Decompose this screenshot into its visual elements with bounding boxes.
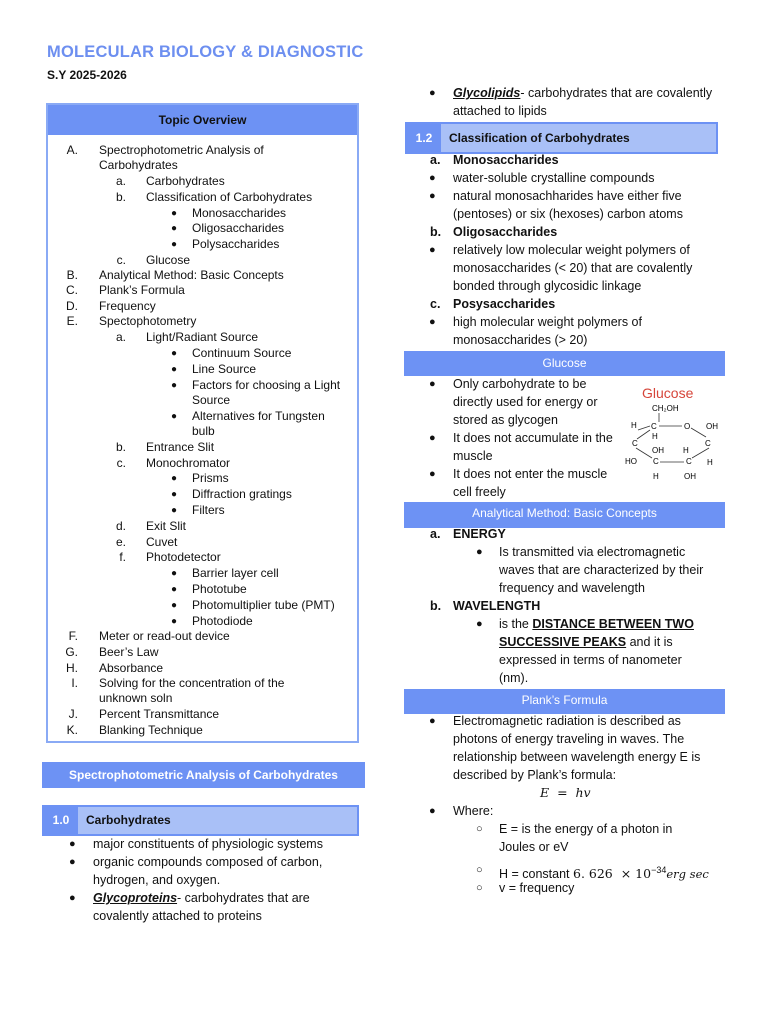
term-glycolipids: Glycolipids — [453, 86, 521, 100]
glucose-atom: HO — [625, 457, 637, 466]
toc-marker: D. — [66, 299, 78, 313]
band-glucose: Glucose — [404, 351, 725, 376]
bullet-icon: ● — [170, 584, 178, 595]
term-glycoproteins: Glycoproteins — [93, 891, 178, 905]
topic-overview — [46, 103, 359, 743]
toc-marker: f. — [119, 550, 126, 564]
body-text — [453, 84, 712, 102]
toc-item: Phototube — [192, 582, 247, 596]
list-marker: a. — [430, 527, 441, 541]
toc-item: Blanking Technique — [99, 723, 203, 737]
subheading: WAVELENGTH — [453, 599, 541, 613]
emphasis-text: SUCCESSIVE PEAKS — [499, 635, 627, 649]
bullet-icon: ● — [170, 223, 178, 234]
body-text: (nm). — [499, 671, 529, 685]
body-text: relatively low molecular weight polymers of — [453, 243, 690, 257]
toc-marker: e. — [115, 535, 126, 549]
subheading: ENERGY — [453, 527, 506, 541]
bullet-icon: ● — [170, 239, 178, 250]
toc-item: Spectrophotometric Analysis of — [99, 143, 264, 157]
bullet-icon: ● — [170, 380, 178, 391]
toc-item: Photodetector — [146, 550, 221, 564]
glucose-atom: OH — [706, 422, 718, 431]
body-text: major constituents of physiologic systems — [93, 837, 323, 851]
glucose-atom: OH — [684, 472, 696, 481]
body-text: organic compounds composed of carbon, — [93, 855, 323, 869]
glucose-atom: C — [705, 439, 711, 448]
bullet-icon: ● — [429, 190, 436, 202]
planck-formula: E = hv — [540, 785, 591, 800]
glucose-structure-diagram — [622, 382, 726, 486]
toc-item: Beer’s Law — [99, 645, 159, 659]
bullet-icon: ● — [170, 505, 178, 516]
body-text: It does not enter the muscle — [453, 467, 608, 481]
subheading: Monosaccharides — [453, 153, 559, 167]
subheading: Posysaccharides — [453, 297, 556, 311]
section-head-classification — [405, 122, 718, 154]
bullet-icon: ● — [170, 411, 178, 422]
bullet-icon: ● — [429, 87, 436, 99]
constant-unit: erg sec — [666, 867, 709, 882]
bullet-icon: ● — [170, 364, 178, 375]
school-year: S.Y 2025-2026 — [47, 68, 127, 82]
bullet-icon: ● — [69, 856, 76, 868]
body-text — [499, 633, 673, 651]
body-text: waves that are characterized by their — [499, 563, 704, 577]
bullet-icon: ● — [429, 316, 436, 328]
toc-item: Monochromator — [146, 456, 231, 470]
bullet-icon: ● — [170, 348, 178, 359]
toc-marker: a. — [115, 174, 126, 188]
toc-item: Filters — [192, 503, 225, 517]
toc-marker: J. — [68, 707, 78, 721]
body-text: covalently attached to proteins — [93, 909, 262, 923]
bullet-icon: ● — [429, 805, 436, 817]
toc-item: Meter or read-out device — [99, 629, 230, 643]
glucose-atom: H — [652, 432, 658, 441]
body-text: E = is the energy of a photon in — [499, 822, 673, 836]
body-text: directly used for energy or — [453, 395, 598, 409]
toc-marker: c. — [116, 253, 126, 267]
body-text: relationship between wavelength energy E is — [453, 750, 701, 764]
toc-item: Prisms — [192, 471, 229, 485]
body-text: Electromagnetic radiation is described as — [453, 714, 681, 728]
list-marker: b. — [430, 225, 442, 239]
toc-marker: a. — [115, 330, 126, 344]
body-text: - carbohydrates that are — [177, 891, 310, 905]
glucose-atom: O — [684, 422, 691, 431]
toc-marker: K. — [66, 723, 78, 737]
toc-item: Alternatives for Tungsten — [192, 409, 325, 423]
toc-item: Exit Slit — [146, 519, 187, 533]
glucose-atom: H — [631, 421, 637, 430]
toc-item: Plank’s Formula — [99, 283, 185, 297]
glucose-atom: OH — [652, 446, 664, 455]
toc-item: Oligosaccharides — [192, 221, 285, 235]
list-marker: c. — [430, 297, 441, 311]
toc-item: Absorbance — [99, 661, 164, 675]
body-text: photons of energy traveling in waves. The — [453, 732, 685, 746]
toc-item: Entrance Slit — [146, 440, 215, 454]
body-text: stored as glycogen — [453, 413, 558, 427]
toc-item: Analytical Method: Basic Concepts — [99, 268, 284, 282]
glucose-atom: H — [683, 446, 689, 455]
toc-marker: H. — [66, 661, 78, 675]
glucose-atom: C — [653, 457, 659, 466]
bullet-icon: ● — [429, 244, 436, 256]
body-text: muscle — [453, 449, 493, 463]
bullet-icon: ● — [429, 715, 436, 727]
body-text: v = frequency — [499, 881, 575, 895]
body-text: natural monosachharides have either five — [453, 189, 682, 203]
circle-bullet-icon: ○ — [476, 882, 483, 894]
toc-marker: b. — [115, 440, 126, 454]
section-band-spectro-carbs: Spectrophotometric Analysis of Carbohydrates — [42, 762, 365, 788]
glucose-atom: C — [632, 439, 638, 448]
toc-item: Line Source — [192, 362, 257, 376]
toc-item: Continuum Source — [192, 346, 292, 360]
glucose-figure-title: Glucose — [642, 385, 694, 401]
bullet-icon: ● — [170, 489, 178, 500]
bullet-icon: ● — [170, 473, 178, 484]
body-text: Joules or eV — [499, 840, 569, 854]
bullet-icon: ● — [429, 172, 436, 184]
body-text: monosaccharides (< 20) that are covalently — [453, 261, 693, 275]
list-marker: b. — [430, 599, 442, 613]
toc-marker: b. — [115, 190, 126, 204]
toc-item: bulb — [192, 424, 215, 438]
toc-item: Carbohydrates — [146, 174, 225, 188]
body-text: H = constant — [499, 867, 573, 882]
toc-item: Source — [192, 393, 231, 407]
constant-exponent: −34 — [651, 865, 667, 875]
section-label: Carbohydrates — [86, 813, 171, 827]
toc-item: Monosaccharides — [192, 206, 287, 220]
body-text: frequency and wavelength — [499, 581, 645, 595]
bullet-icon: ● — [429, 468, 436, 480]
bullet-icon: ● — [476, 546, 483, 558]
page-title: MOLECULAR BIOLOGY & DIAGNOSTIC — [47, 43, 364, 61]
toc-item: Carbohydrates — [99, 158, 178, 172]
bullet-icon: ● — [69, 838, 76, 850]
glucose-atom: H — [653, 472, 659, 481]
toc-item: Photodiode — [192, 614, 253, 628]
body-text: - carbohydrates that are covalently — [520, 86, 713, 100]
toc-item: unknown soln — [99, 691, 173, 705]
constant-value: 6. 626 × 10 — [573, 866, 652, 882]
bullet-icon: ● — [170, 568, 178, 579]
toc-marker: A. — [66, 143, 78, 157]
bullet-icon: ● — [170, 600, 178, 611]
glucose-atom: CH₂OH — [652, 404, 679, 413]
list-marker: a. — [430, 153, 441, 167]
body-text: monosaccharides (> 20) — [453, 333, 588, 347]
section-label: Classification of Carbohydrates — [449, 131, 630, 145]
subheading: Oligosaccharides — [453, 225, 558, 239]
toc-item: Factors for choosing a Light — [192, 378, 341, 392]
glucose-atom: H — [707, 458, 713, 467]
body-text: (pentoses) or six (hexoses) carbon atoms — [453, 207, 683, 221]
section-number: 1.2 — [407, 124, 441, 152]
toc-item: Cuvet — [146, 535, 178, 549]
toc-marker: F. — [68, 629, 78, 643]
bullet-icon: ● — [429, 378, 436, 390]
topic-overview-title: Topic Overview — [48, 105, 357, 135]
body-text — [499, 615, 694, 633]
toc-item: Photomultiplier tube (PMT) — [192, 598, 335, 612]
bullet-icon: ● — [69, 892, 76, 904]
section-head-carbohydrates — [42, 805, 359, 836]
section-number: 1.0 — [44, 807, 78, 834]
toc-marker: B. — [66, 268, 78, 282]
body-text: water-soluble crystalline compounds — [453, 171, 655, 185]
toc-item: Barrier layer cell — [192, 566, 279, 580]
emphasis-text: DISTANCE BETWEEN TWO — [532, 617, 694, 631]
body-text: and it is — [626, 635, 673, 649]
band-analytical-method: Analytical Method: Basic Concepts — [404, 502, 725, 528]
toc-item: Frequency — [99, 299, 156, 313]
body-text — [93, 889, 310, 907]
toc-marker: C. — [66, 283, 78, 297]
body-text: described by Plank’s formula: — [453, 768, 617, 782]
body-text: bonded through glycosidic linkage — [453, 279, 642, 293]
band-planks-formula: Plank’s Formula — [404, 689, 725, 714]
toc-marker: d. — [115, 519, 126, 533]
body-text: cell freely — [453, 485, 506, 499]
toc-item: Glucose — [146, 253, 191, 267]
circle-bullet-icon: ○ — [476, 823, 483, 835]
body-text: hydrogen, and oxygen. — [93, 873, 221, 887]
toc-marker: E. — [66, 314, 78, 328]
glucose-atom: C — [686, 457, 692, 466]
toc-item: Polysaccharides — [192, 237, 280, 251]
bullet-icon: ● — [476, 618, 483, 630]
body-text: attached to lipids — [453, 104, 547, 118]
body-text: high molecular weight polymers of — [453, 315, 642, 329]
circle-bullet-icon: ○ — [476, 864, 483, 876]
toc-item: Diffraction gratings — [192, 487, 292, 501]
toc-item: Spectophotometry — [99, 314, 197, 328]
body-text: is the — [499, 617, 533, 631]
toc-marker: c. — [116, 456, 126, 470]
body-text: expressed in terms of nanometer — [499, 653, 682, 667]
toc-item: Solving for the concentration of the — [99, 676, 285, 690]
toc-marker: G. — [65, 645, 78, 659]
bullet-icon: ● — [429, 432, 436, 444]
body-text: Only carbohydrate to be — [453, 377, 587, 391]
toc-item: Classification of Carbohydrates — [146, 190, 313, 204]
toc-item: Light/Radiant Source — [146, 330, 259, 344]
body-text: Is transmitted via electromagnetic — [499, 545, 686, 559]
toc-marker: I. — [71, 676, 78, 690]
body-text: Where: — [453, 804, 494, 818]
glucose-atom: C — [651, 422, 657, 431]
body-text: It does not accumulate in the — [453, 431, 613, 445]
bullet-icon: ● — [170, 616, 178, 627]
toc-item: Percent Transmittance — [99, 707, 220, 721]
bullet-icon: ● — [170, 208, 178, 219]
